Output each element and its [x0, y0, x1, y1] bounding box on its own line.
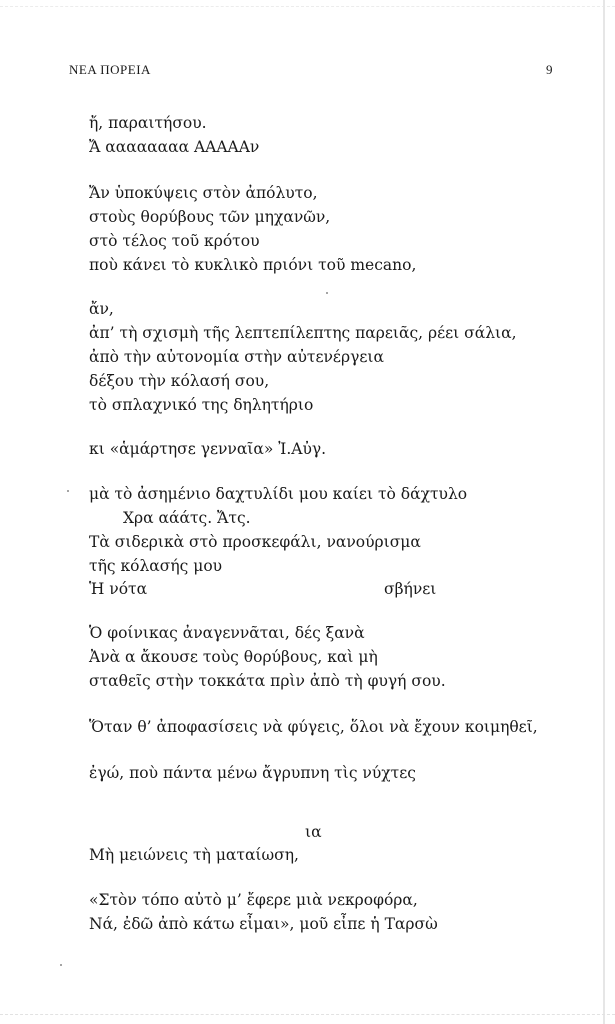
- poem-line: «Στὸν τόπο αὐτὸ μ’ ἔφερε μιὰ νεκροφόρα,: [89, 891, 418, 909]
- poem-line: Ἄν ὑποκύψεις στὸν ἀπόλυτο,: [89, 184, 318, 202]
- poem-line: στοὺς θορύβους τῶν μηχανῶν,: [89, 208, 331, 226]
- poem-line: ποὺ κάνει τὸ κυκλικὸ πριόνι τοῦ mecano,: [89, 256, 417, 274]
- poem-line: δέξου τὴν κόλασή σου,: [89, 372, 270, 390]
- poem-line: τὸ σπλαχνικό της δηλητήριο: [89, 396, 314, 414]
- page-bottom-edge: [0, 1014, 615, 1016]
- poem-line: μὰ τὸ ἀσημένιο δαχτυλίδι μου καίει τὸ δάχτυλο: [89, 485, 468, 503]
- poem-line: τῆς κόλασής μου: [89, 557, 223, 575]
- poem-line: Ὅταν θ’ ἀποφασίσεις νὰ φύγεις, ὅλοι νὰ ἔχουν κοιμηθεῖ,: [89, 718, 538, 736]
- poem-line: ἐγώ, ποὺ πάντα μένω ἄγρυπνη τὶς νύχτες: [89, 764, 416, 782]
- poem-line: ἄν,: [89, 300, 114, 318]
- page-right-edge: [603, 0, 605, 1024]
- print-speck: [67, 490, 69, 492]
- poem-line: ἀπ’ τὴ σχισμὴ τῆς λεπτεπίλεπτης παρειᾶς, ρέει σάλια,: [89, 324, 517, 342]
- print-speck: [326, 292, 328, 294]
- poem-line-offset: σβήνει: [384, 580, 437, 598]
- page-top-edge: [0, 6, 615, 8]
- poem-line: Ἄ αααααααα ΑΑΑΑΑν: [89, 138, 260, 156]
- poem-line: κι «ἁμάρτησε γενναῖα» Ἰ.Αὐγ.: [89, 440, 327, 458]
- section-number: ια: [305, 823, 322, 841]
- poem-line: Ἡ νότα: [89, 580, 148, 598]
- poem-line: Ὁ φοίνικας ἀναγεννᾶται, δές ξανὰ: [89, 624, 365, 642]
- print-speck: [60, 964, 62, 966]
- poem-line: Νά, ἐδῶ ἀπὸ κάτω εἶμαι», μοῦ εἶπε ἡ Ταρσὼ: [89, 915, 438, 933]
- poem-line: στὸ τέλος τοῦ κρότου: [89, 232, 260, 250]
- poem-line: Τὰ σιδερικὰ στὸ προσκεφάλι, νανούρισμα: [89, 533, 421, 551]
- poem-line: Μὴ μειώνεις τὴ ματαίωση,: [89, 846, 299, 864]
- page-number: 9: [546, 62, 553, 77]
- poem-line: σταθεῖς στὴν τοκκάτα πρὶν ἀπὸ τὴ φυγή σου.: [89, 672, 446, 690]
- poem-line: ἀπὸ τὴν αὐτονομία στὴν αὐτενέργεια: [89, 348, 384, 366]
- running-title: ΝΕΑ ΠΟΡΕΙΑ: [69, 62, 151, 77]
- poem-line: ἤ, παραιτήσου.: [89, 114, 207, 132]
- poem-line: Ἀνὰ α ἄκουσε τοὺς θορύβους, καὶ μὴ: [89, 648, 378, 666]
- poem-line-indented: Χρα αάάτς. Ἄτς.: [123, 509, 251, 527]
